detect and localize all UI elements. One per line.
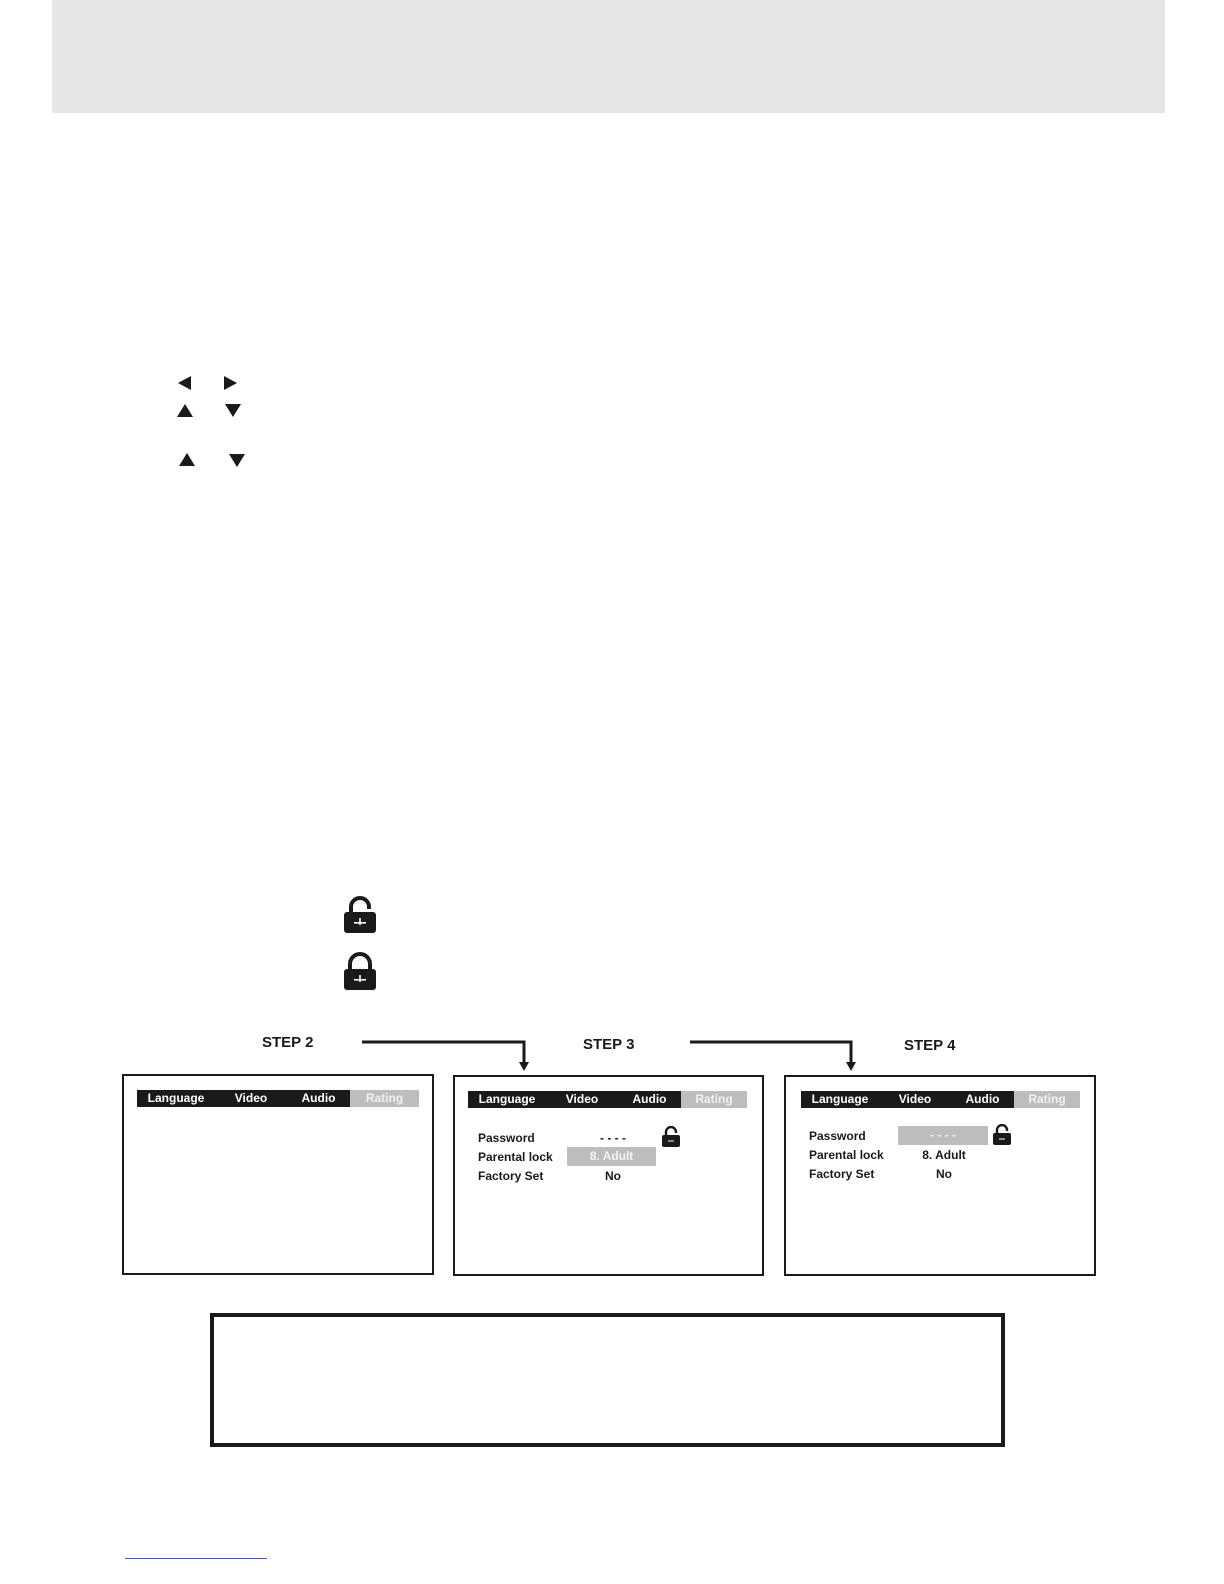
tab-video[interactable]: Video	[879, 1091, 951, 1108]
factory-set-value[interactable]: No	[936, 1167, 952, 1181]
up-arrow-icon	[179, 453, 195, 466]
menu-tab-bar	[468, 1091, 747, 1108]
tab-audio[interactable]: Audio	[287, 1090, 350, 1107]
down-arrow-icon	[229, 454, 245, 467]
unlocked-padlock-icon	[342, 896, 378, 936]
right-arrow-icon	[224, 376, 237, 390]
password-value[interactable]: - - - -	[898, 1126, 988, 1145]
tab-rating[interactable]: Rating	[350, 1090, 419, 1107]
unlocked-padlock-icon	[992, 1124, 1012, 1146]
step-3-screen	[453, 1075, 764, 1276]
step-2-label: STEP 2	[262, 1034, 314, 1051]
up-arrow-icon	[177, 404, 193, 417]
step-3-label: STEP 3	[583, 1036, 635, 1053]
tab-video[interactable]: Video	[215, 1090, 287, 1107]
tab-video[interactable]: Video	[546, 1091, 618, 1108]
parental-lock-value[interactable]: 8. Adult	[567, 1147, 656, 1166]
note-box	[210, 1313, 1005, 1447]
password-label: Password	[809, 1129, 866, 1143]
step-4-screen	[784, 1075, 1096, 1276]
tab-audio[interactable]: Audio	[951, 1091, 1014, 1108]
header-band	[52, 0, 1165, 113]
password-value[interactable]: - - - -	[600, 1131, 626, 1145]
step-2-screen	[122, 1074, 434, 1275]
tab-language[interactable]: Language	[468, 1091, 546, 1108]
parental-lock-label: Parental lock	[478, 1150, 553, 1164]
tab-language[interactable]: Language	[137, 1090, 215, 1107]
tab-rating[interactable]: Rating	[681, 1091, 747, 1108]
factory-set-value[interactable]: No	[605, 1169, 621, 1183]
unlocked-padlock-icon	[661, 1126, 681, 1148]
step-4-label: STEP 4	[904, 1037, 956, 1054]
tab-language[interactable]: Language	[801, 1091, 879, 1108]
step-connector-arrow	[360, 1038, 532, 1074]
factory-set-label: Factory Set	[478, 1169, 544, 1183]
step-connector-arrow	[688, 1038, 860, 1074]
tab-audio[interactable]: Audio	[618, 1091, 681, 1108]
down-arrow-icon	[225, 404, 241, 417]
locked-padlock-icon	[342, 952, 378, 992]
footer-rule	[125, 1558, 267, 1559]
parental-lock-value[interactable]: 8. Adult	[922, 1148, 966, 1162]
password-label: Password	[478, 1131, 535, 1145]
menu-tab-bar	[137, 1090, 419, 1107]
parental-lock-label: Parental lock	[809, 1148, 884, 1162]
factory-set-label: Factory Set	[809, 1167, 875, 1181]
menu-tab-bar	[801, 1091, 1080, 1108]
left-arrow-icon	[178, 376, 191, 390]
tab-rating[interactable]: Rating	[1014, 1091, 1080, 1108]
